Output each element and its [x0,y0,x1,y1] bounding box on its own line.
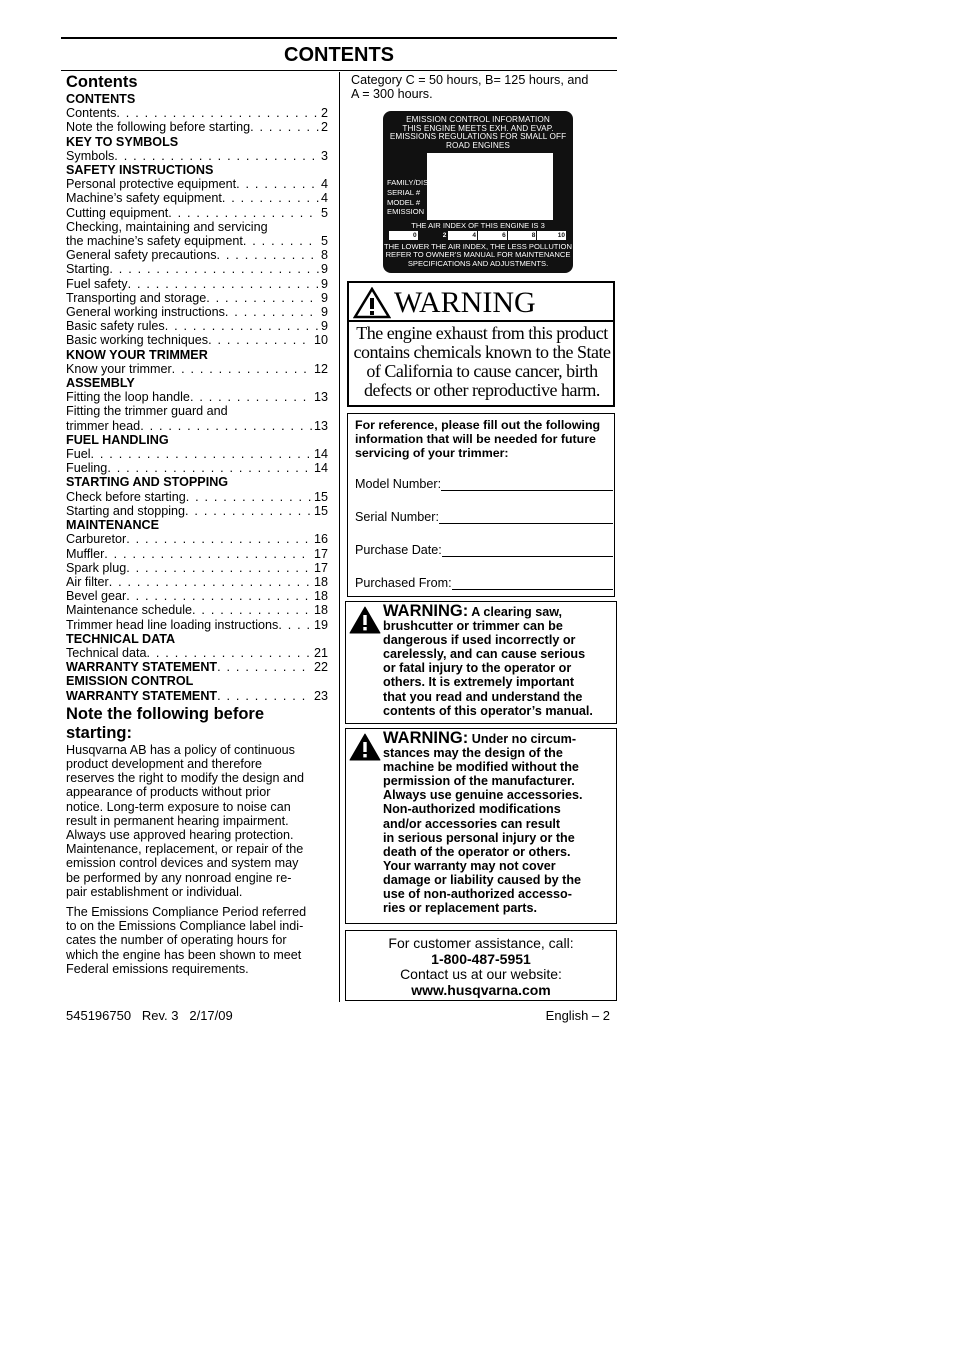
toc-entry-label: Bevel gear [66,589,127,604]
toc-entry-page: 3 [320,148,328,163]
serial-number-field[interactable]: Serial Number: [355,510,613,524]
toc-entry-page: 8 [320,248,328,263]
toc-entry-page: 13 [313,418,328,433]
page-title: CONTENTS [284,44,394,66]
toc-entry-page: 12 [313,361,328,376]
toc-entry-label: WARRANTY STATEMENT [66,660,218,675]
warning-triangle-icon [353,287,391,319]
toc-entry-page: 18 [313,574,328,589]
warning-line-text: A clearing saw, [468,605,563,619]
note-line: The Emissions Compliance Period referred [66,904,307,919]
toc-section-heading: KNOW YOUR TRIMMER [66,347,208,362]
toc-entry-label: Starting and stopping [66,503,186,518]
warning-triangle-icon [349,606,381,634]
warning-line: brushcutter or trimmer can be [383,619,563,634]
toc-leader-dots [104,547,312,561]
warning-line: that you read and understand the [383,689,583,704]
note-line: Maintenance, replacement, or repair of the [66,842,304,857]
toc-entry-label: Fuel [66,447,91,462]
toc-entry[interactable] [66,603,328,617]
toc-entry[interactable] [66,419,328,433]
toc-section-heading: FUEL HANDLING [66,432,169,447]
toc-entry-label: General working instructions [66,305,225,320]
toc-entry[interactable] [66,206,328,220]
toc-leader-dots [109,575,312,589]
air-index-segment: 2 [419,231,449,240]
toc-leader-dots [126,561,312,575]
toc-entry-label: Technical data [66,645,147,660]
toc-entry-label: Fitting the loop handle [66,390,190,405]
toc-entry-page: 2 [320,106,328,121]
note-line: cates the number of operating hours for [66,933,287,948]
toc-entry[interactable] [66,589,328,603]
note-line: be performed by any nonroad engine re- [66,870,292,885]
customer-phone[interactable]: 1-800-487-5951 [431,950,531,967]
toc-entry[interactable] [66,646,328,660]
toc-entry-page: 19 [313,617,328,632]
toc-entry[interactable] [66,305,328,319]
toc-entry-label: Spark plug [66,560,127,575]
toc-entry-label: WARRANTY STATEMENT [66,688,218,703]
toc-entry[interactable] [66,447,328,461]
toc-leader-dots [217,660,312,674]
toc-entry-label: Basic working techniques [66,333,209,348]
toc-leader-dots [222,191,319,205]
toc-entry-label: Symbols [66,148,115,163]
toc-entry-label: Check before starting [66,489,186,504]
toc-leader-dots [250,120,319,134]
toc-entry-page: 9 [320,319,328,334]
toc-entry-label: Note the following before starting [66,120,251,135]
toc-leader-dots [190,390,312,404]
toc-entry-page: 4 [320,191,328,206]
toc-entry[interactable] [66,234,328,248]
toc-entry[interactable] [66,390,328,404]
customer-website-label: Contact us at our website: [400,966,562,982]
warning-line: Always use genuine accessories. [383,788,583,803]
toc-entry[interactable] [66,277,328,291]
toc-entry-label: trimmer head [66,418,141,433]
toc-entry[interactable] [66,291,328,305]
warning-line [383,604,593,619]
toc-entry[interactable] [66,461,328,475]
toc-entry-page: 4 [320,177,328,192]
toc-entry-page: 5 [320,234,328,249]
warning-line: machine be modified without the [383,760,579,775]
warning-line: dangerous if used incorrectly or [383,633,576,648]
toc-leader-dots [107,461,312,475]
toc-entry-label: Fueling [66,461,108,476]
toc-leader-dots [236,177,319,191]
air-index-segment: 0 [389,231,419,240]
toc-entry-label: Know your trimmer [66,361,172,376]
title-rule [61,70,617,71]
warning-line: permission of the manufacturer. [383,774,575,789]
toc-entry-label: Cutting equipment [66,205,169,220]
air-index-text: THE AIR INDEX OF THIS ENGINE IS 3 [411,221,545,230]
toc-entry-label: Trimmer head line loading instructions [66,617,279,632]
emission-label-fields: FAMILY/DISP. SERIAL # MODEL # EMISSION [387,178,435,217]
note-line: pair establishment or individual. [66,884,243,899]
toc-entry: Fitting the trimmer guard and [66,404,228,419]
note-line: Always use approved hearing protection. [66,827,294,842]
warning-text [383,731,583,915]
toc-entry[interactable] [66,689,328,703]
toc-entry-page: 5 [320,205,328,220]
toc-entry-label: the machine’s safety equipment [66,234,243,249]
toc-entry[interactable] [66,120,328,134]
warning-box-modifications [345,728,617,924]
toc-leader-dots [128,277,319,291]
toc-entry[interactable] [66,177,328,191]
note-line: Husqvarna AB has a policy of continuous [66,742,295,757]
footer-doc-number: 545196750 Rev. 3 2/17/09 [66,1008,233,1023]
warning-line: or fatal injury to the operator or [383,661,572,676]
warning-line: Non-authorized modifications [383,802,561,817]
purchased-from-field[interactable]: Purchased From: [355,576,613,590]
toc-entry[interactable] [66,362,328,376]
toc-entry-page: 9 [320,262,328,277]
warning-label: WARNING: [383,602,469,620]
toc-entry[interactable] [66,575,328,589]
toc-entry-label: Contents [66,106,117,121]
toc-entry-page: 2 [320,120,328,135]
warning-text [383,604,593,718]
toc-leader-dots [208,333,312,347]
toc-entry[interactable] [66,660,328,674]
toc-entry-page: 17 [313,560,328,575]
toc-leader-dots [192,603,312,617]
toc-entry[interactable] [66,547,328,561]
air-index-segment: 6 [478,231,508,240]
customer-website-link[interactable]: www.husqvarna.com [411,981,551,998]
toc-entry-page: 9 [320,305,328,320]
note-line: result in permanent hearing impairment. [66,813,289,828]
toc-entry[interactable] [66,504,328,518]
toc-leader-dots [126,532,312,546]
warning-line: ries or replacement parts. [383,901,537,916]
model-number-field[interactable]: Model Number: [355,477,613,491]
note-line: to on the Emissions Compliance label indi- [66,919,304,934]
toc-section-heading: EMISSION CONTROL [66,674,194,689]
warning-line: Your warranty may not cover [383,858,556,873]
toc-entry-label: Basic safety rules [66,319,165,334]
note-line: Federal emissions requirements. [66,961,249,976]
category-text: Category C = 50 hours, B= 125 hours, and A = 300 hours. [351,73,589,102]
toc-entry-page: 18 [313,589,328,604]
toc-entry-page: 16 [313,532,328,547]
prop65-title: WARNING [394,286,536,319]
customer-call-label: For customer assistance, call: [388,935,574,951]
warning-line: stances may the design of the [383,746,563,761]
emission-label-image [383,111,573,273]
toc-entry-page: 15 [313,503,328,518]
warning-box-operator-manual [345,601,617,724]
air-index-segment: 8 [508,231,538,240]
toc-entry-page: 14 [313,461,328,476]
toc-entry[interactable] [66,618,328,632]
toc-entry[interactable] [66,532,328,546]
air-index-scale [389,231,567,240]
toc-entry[interactable] [66,262,328,276]
air-index-segment: 10 [537,231,567,240]
air-index-segment: 4 [448,231,478,240]
toc-leader-dots [168,206,319,220]
warning-line: and/or accessories can result [383,816,561,831]
toc-entry-page: 23 [313,688,328,703]
prop65-divider [349,320,613,322]
toc-entry-page: 14 [313,447,328,462]
note-line: appearance of products without prior [66,785,271,800]
toc-entry-page: 13 [313,390,328,405]
table-of-contents [66,92,328,703]
toc-entry-label: Carburetor [66,532,127,547]
toc-entry-page: 22 [313,660,328,675]
toc-section-heading: SAFETY INSTRUCTIONS [66,163,214,178]
toc-entry-page: 21 [313,645,328,660]
toc-entry[interactable] [66,106,328,120]
toc-entry[interactable] [66,319,328,333]
toc-entry-label: Transporting and storage [66,290,207,305]
warning-line-text: Under no circum- [468,732,577,746]
emission-label-blank [427,153,553,220]
toc-leader-dots [109,262,319,276]
note-line: which the engine has been shown to meet [66,947,302,962]
toc-section-heading: ASSEMBLY [66,376,135,391]
warning-line: death of the operator or others. [383,844,571,859]
warning-label: WARNING: [383,729,469,747]
reference-form [347,413,615,597]
toc-section-heading: KEY TO SYMBOLS [66,134,179,149]
toc-entry[interactable] [66,490,328,504]
toc-section-heading: MAINTENANCE [66,518,160,533]
warning-line: damage or liability caused by the [383,872,582,887]
warning-line: use of non-authorized accesso- [383,887,572,902]
toc-section-heading: TECHNICAL DATA [66,631,176,646]
toc-leader-dots [140,419,312,433]
toc-entry[interactable] [66,191,328,205]
toc-entry-page: 17 [313,546,328,561]
warning-triangle-icon [349,733,381,761]
toc-section-heading: CONTENTS [66,92,136,106]
toc-entry-label: Maintenance schedule [66,603,193,618]
toc-leader-dots [116,106,319,120]
column-divider [339,72,340,1002]
toc-leader-dots [114,149,319,163]
note-paragraph-1 [66,743,328,899]
note-line: reserves the right to modify the design and [66,771,305,786]
toc-entry-page: 10 [313,333,328,348]
toc-entry-page: 15 [313,489,328,504]
toc-leader-dots [217,248,319,262]
toc-section-heading: STARTING AND STOPPING [66,475,229,490]
toc-entry-page: 9 [320,276,328,291]
toc-entry[interactable] [66,333,328,347]
toc-entry: Checking, maintaining and servicing [66,219,268,234]
warning-line [383,731,583,746]
note-line: notice. Long-term exposure to noise can [66,799,291,814]
toc-leader-dots [165,319,319,333]
note-paragraph-2 [66,905,328,976]
toc-entry-label: General safety precautions [66,248,217,263]
customer-assistance-box [345,930,617,1001]
toc-entry-page: 18 [313,603,328,618]
toc-entry-label: Fuel safety [66,276,128,291]
toc-entry-label: Personal protective equipment [66,177,237,192]
toc-entry-label: Machine’s safety equipment [66,191,222,206]
warning-line: others. It is extremely important [383,675,575,690]
prop65-body: The engine exhaust from this product contains chemicals known to the State of California to cause cancer, birth defects or other reproductive harm. [353,323,611,400]
toc-leader-dots [278,618,312,632]
toc-leader-dots [186,490,312,504]
toc-leader-dots [225,305,319,319]
toc-entry-label: Muffler [66,546,105,561]
emission-label-header: EMISSION CONTROL INFORMATION THIS ENGINE MEETS EXH. AND EVAP. EMISSIONS REGULATIONS FOR SMALL OFF ROAD ENGINES [389,115,567,150]
emission-label-footer: THE LOWER THE AIR INDEX, THE LESS POLLUTION REFER TO OWNER'S MANUAL FOR MAINTENANCE SPECIFICATIONS AND ADJUSTMENTS. [384,242,572,268]
toc-leader-dots [185,504,312,518]
toc-entry[interactable] [66,561,328,575]
warning-line: in serious personal injury or the [383,830,575,845]
warning-line: carelessly, and can cause serious [383,647,586,662]
toc-leader-dots [147,646,312,660]
note-heading: Note the following before starting: [66,704,264,742]
toc-entry-label: Starting [66,262,110,277]
footer-page-number: English – 2 [545,1008,610,1023]
top-rule [61,37,617,39]
note-line: emission control devices and system may [66,856,299,871]
toc-leader-dots [206,291,319,305]
toc-leader-dots [243,234,319,248]
toc-entry[interactable] [66,149,328,163]
reference-intro: For reference, please fill out the following information that will be needed for future servicing of your trimmer: [355,418,601,460]
toc-heading: Contents [66,73,138,91]
toc-leader-dots [217,689,312,703]
purchase-date-field[interactable]: Purchase Date: [355,543,613,557]
warning-line: contents of this operator’s manual. [383,703,593,718]
toc-entry-label: Air filter [66,574,109,589]
toc-entry-page: 9 [320,290,328,305]
prop65-warning-box [347,281,615,407]
toc-leader-dots [126,589,312,603]
toc-entry[interactable] [66,248,328,262]
toc-leader-dots [172,362,312,376]
toc-leader-dots [91,447,312,461]
note-line: product development and therefore [66,756,263,771]
left-column [66,73,328,976]
